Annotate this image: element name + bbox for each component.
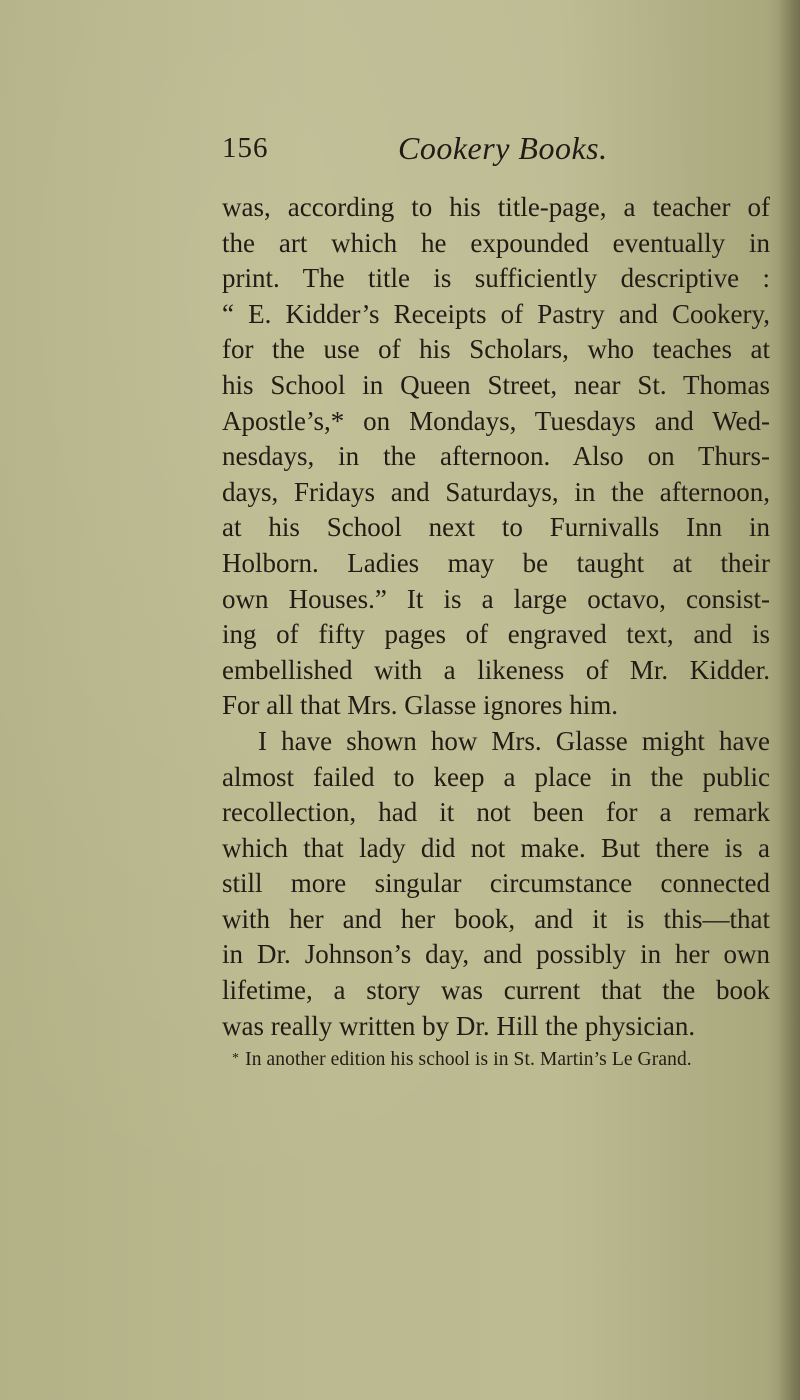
text-line: ing of fifty pages of engraved text, and is: [222, 619, 770, 650]
text-line: embellished with a likeness of Mr. Kidder.: [222, 654, 770, 685]
text-line: was, according to his title-page, a teacher of: [222, 192, 770, 222]
running-title: Cookery Books.: [398, 130, 608, 166]
text-line: still more singular circumstance connected: [222, 868, 770, 899]
text-line: “ E. Kidder’s Receipts of Pastry and Cookery,: [222, 298, 770, 329]
footnote: [222, 1046, 770, 1073]
page-edge-shadow: [778, 0, 800, 1400]
text-line: which that lady did not make. But there is a: [222, 832, 770, 863]
text-line: nesdays, in the afternoon. Also on Thurs-: [222, 441, 770, 472]
text-line: almost failed to keep a place in the public: [222, 761, 770, 792]
text-line: at his School next to Furnivalls Inn in: [222, 512, 770, 543]
body-paragraph: [222, 190, 770, 1044]
page-number: 156: [222, 132, 269, 164]
text-line: recollection, had it not been for a remark: [222, 797, 770, 828]
text-line: own Houses.” It is a large octavo, consist-: [222, 583, 770, 614]
text-line: for the use of his Scholars, who teaches at: [222, 334, 770, 365]
text-line: Holborn. Ladies may be taught at their: [222, 547, 770, 578]
footnote-mark: *: [232, 1051, 240, 1066]
text-line: days, Fridays and Saturdays, in the afternoon,: [222, 476, 770, 507]
page-header: [222, 128, 642, 172]
text-line: his School in Queen Street, near St. Thomas: [222, 369, 770, 400]
text-line: the art which he expounded eventually in: [222, 227, 770, 258]
text-line: print. The title is sufficiently descriptive :: [222, 263, 770, 294]
text-line: with her and her book, and it is this—that: [222, 903, 770, 934]
body-text-block: [222, 190, 770, 1044]
text-line: Apostle’s,* on Mondays, Tuesdays and Wed-: [222, 405, 770, 436]
text-line: lifetime, a story was current that the book: [222, 975, 770, 1006]
text-line: I have shown how Mrs. Glasse might have: [258, 725, 770, 756]
footnote-text: In another edition his school is in St. Martin’s Le Grand.: [245, 1049, 692, 1070]
text-line: was really written by Dr. Hill the physician.: [222, 1010, 696, 1041]
text-line: For all that Mrs. Glasse ignores him.: [222, 690, 618, 721]
text-line: in Dr. Johnson’s day, and possibly in her own: [222, 939, 770, 970]
